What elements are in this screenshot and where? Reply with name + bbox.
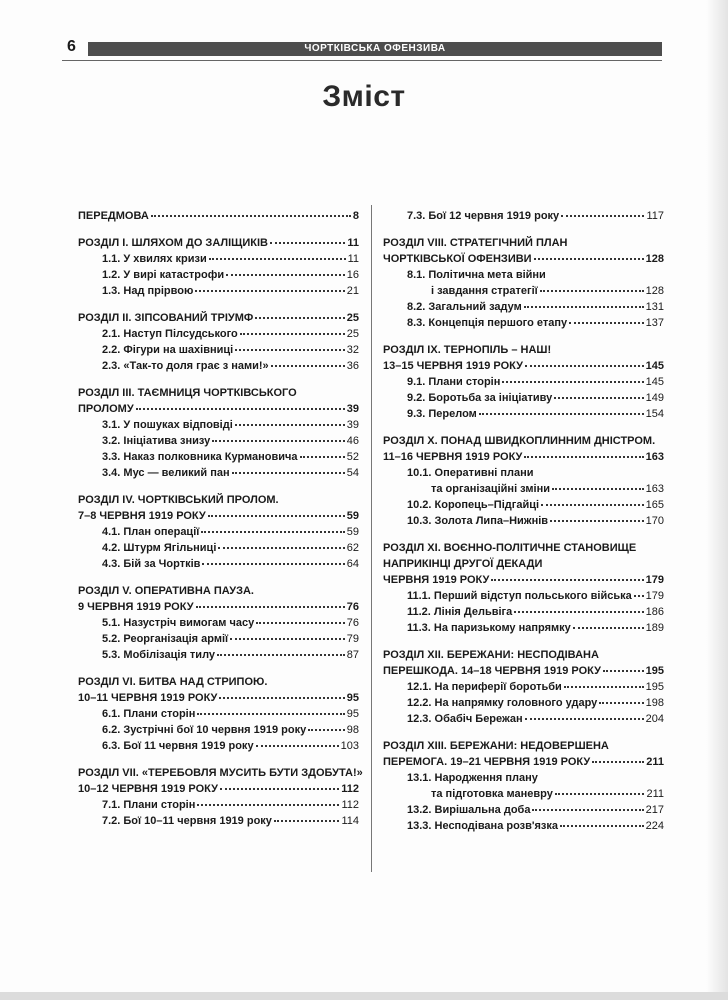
toc-subsection-heading[interactable] <box>383 267 664 283</box>
toc-entry-title: 7.2. Бої 10–11 червня 1919 року <box>102 815 272 827</box>
toc-entry-title: РОЗДІЛ IV. ЧОРТКІВСЬКИЙ ПРОЛОМ. <box>78 494 279 506</box>
toc-entry-title: 4.1. План операції <box>102 526 200 538</box>
dot-leader <box>226 273 345 276</box>
toc-entry-title: РОЗДІЛ XI. ВОЄННО-ПОЛІТИЧНЕ СТАНОВИЩЕ <box>383 542 637 554</box>
toc-page-number: 76 <box>346 601 359 613</box>
toc-entry-title: РОЗДІЛ VII. «ТЕРЕБОВЛЯ МУСИТЬ БУТИ ЗДОБУТА!» <box>78 767 363 779</box>
toc-subsection-entry[interactable] <box>78 797 359 813</box>
toc-page-number: 11 <box>347 253 359 265</box>
dot-leader <box>202 562 344 565</box>
toc-entry-title: 7.3. Бої 12 червня 1919 року <box>407 210 560 222</box>
toc-page-number: 145 <box>645 360 664 372</box>
toc-entry-title: 11.2. Лінія Дельвіга <box>407 606 513 618</box>
page-number: 6 <box>67 38 76 55</box>
toc-entry-title: НАПРИКІНЦІ ДРУГОЇ ДЕКАДИ <box>383 558 543 570</box>
toc-page-number: 117 <box>646 210 664 222</box>
page-edge-shadow <box>706 0 728 1000</box>
toc-subsection-entry[interactable] <box>78 326 359 342</box>
toc-section <box>383 738 664 834</box>
toc-subsection-entry[interactable] <box>383 786 664 802</box>
toc-entry-title: 9.2. Боротьба за ініціативу <box>407 392 553 404</box>
toc-subsection-entry[interactable] <box>383 604 664 620</box>
toc-entry-title: РОЗДІЛ X. ПОНАД ШВИДКОПЛИННИМ ДНІСТРОМ. <box>383 435 656 447</box>
toc-entry-title: 13.1. Народження плану <box>407 772 538 784</box>
dot-leader <box>218 546 344 549</box>
toc-entry-title: 10–11 ЧЕРВНЯ 1919 РОКУ <box>78 692 218 704</box>
toc-chapter-entry[interactable] <box>78 599 359 615</box>
toc-page-number: 59 <box>346 510 359 522</box>
dot-leader <box>235 348 345 351</box>
toc-page-number: 163 <box>645 483 664 495</box>
toc-subsection-entry[interactable] <box>383 299 664 315</box>
toc-subsection-entry[interactable] <box>383 679 664 695</box>
toc-entry-title: 3.2. Ініціатива знизу <box>102 435 211 447</box>
toc-entry-title: ЧЕРВНЯ 1919 РОКУ <box>383 574 490 586</box>
toc-page-number: 165 <box>645 499 664 511</box>
toc-section <box>383 647 664 727</box>
toc-entry-title: РОЗДІЛ IX. ТЕРНОПІЛЬ – НАШ! <box>383 344 552 356</box>
dot-leader <box>230 637 345 640</box>
toc-page-number: 95 <box>346 708 359 720</box>
toc-page-number: 163 <box>645 451 664 463</box>
toc-page-number: 79 <box>346 633 359 645</box>
toc-subsection-entry[interactable] <box>78 433 359 449</box>
toc-entry-title: РОЗДІЛ ІІІ. ТАЄМНИЦЯ ЧОРТКІВСЬКОГО <box>78 387 297 399</box>
toc-page-number: 195 <box>645 681 664 693</box>
toc-chapter-heading[interactable] <box>78 492 359 508</box>
toc-column-right <box>383 208 664 845</box>
toc-entry-title: 12.3. Обабіч Бережан <box>407 713 523 725</box>
toc-entry-title: 2.2. Фігури на шахівниці <box>102 344 234 356</box>
toc-entry-title: 9.1. Плани сторін <box>407 376 501 388</box>
dot-leader <box>271 364 345 367</box>
toc-chapter-heading[interactable] <box>383 738 664 754</box>
dot-leader <box>270 241 345 244</box>
running-title-bar <box>88 42 662 56</box>
toc-entry-title: РОЗДІЛ XII. БЕРЕЖАНИ: НЕСПОДІВАНА <box>383 649 599 661</box>
toc-entry-title: 10–12 ЧЕРВНЯ 1919 РОКУ <box>78 783 219 795</box>
toc-page-number: 186 <box>645 606 664 618</box>
toc-section <box>78 208 359 224</box>
toc-page-number: 195 <box>645 665 664 677</box>
toc-chapter-heading[interactable] <box>383 342 664 358</box>
toc-page-number: 224 <box>645 820 664 832</box>
toc-subsection-entry[interactable] <box>383 818 664 834</box>
toc-entry-title: 7.1. Плани сторін <box>102 799 196 811</box>
toc-page-number: 170 <box>645 515 664 527</box>
dot-leader <box>212 439 345 442</box>
dot-leader <box>197 712 344 715</box>
toc-subsection-entry[interactable] <box>383 588 664 604</box>
running-title: ЧОРТКІВСЬКА ОФЕНЗИВА <box>304 43 446 54</box>
toc-page-number: 112 <box>341 783 359 795</box>
dot-leader <box>300 455 345 458</box>
toc-page-number: 217 <box>645 804 664 816</box>
toc-entry-title: 5.2. Реорганізація армії <box>102 633 229 645</box>
toc-page-number: 198 <box>645 697 664 709</box>
toc-page-number: 11 <box>347 237 359 249</box>
toc-entry-title: 8.2. Загальний задум <box>407 301 522 313</box>
toc-entry-title: РОЗДІЛ XIII. БЕРЕЖАНИ: НЕДОВЕРШЕНА <box>383 740 609 752</box>
toc-entry-title: 8.3. Концепція першого етапу <box>407 317 568 329</box>
toc-page-number: 62 <box>346 542 359 554</box>
toc-chapter-entry[interactable] <box>383 449 664 465</box>
toc-chapter-entry[interactable] <box>78 781 359 797</box>
toc-subsection-entry[interactable] <box>383 208 664 224</box>
toc-subsection-entry[interactable] <box>383 620 664 636</box>
toc-page-number: 36 <box>346 360 359 372</box>
toc-chapter-heading[interactable] <box>383 433 664 449</box>
toc-chapter-entry[interactable] <box>383 572 664 588</box>
toc-chapter-entry[interactable] <box>78 690 359 706</box>
toc-section <box>78 492 359 572</box>
toc-subsection-heading[interactable] <box>383 770 664 786</box>
toc-entry-title: 7–8 ЧЕРВНЯ 1919 РОКУ <box>78 510 206 522</box>
toc-subsection-entry[interactable] <box>78 738 359 754</box>
toc-entry-title: 3.1. У пошуках відповіді <box>102 419 233 431</box>
dot-leader <box>491 578 643 581</box>
toc-page-number: 204 <box>645 713 664 725</box>
toc-subsection-entry[interactable] <box>383 711 664 727</box>
toc-entry-title: 12.1. На периферії боротьби <box>407 681 562 693</box>
toc-page-number: 103 <box>340 740 359 752</box>
dot-leader <box>255 316 344 319</box>
toc-chapter-heading[interactable] <box>78 385 359 401</box>
toc-entry-title: ПЕРЕДМОВА <box>78 210 149 222</box>
dot-leader <box>235 423 345 426</box>
toc-entry-title: і завдання стратегії <box>431 285 538 297</box>
dot-leader <box>256 621 345 624</box>
toc-subsection-entry[interactable] <box>78 465 359 481</box>
toc-subsection-entry[interactable] <box>383 802 664 818</box>
dot-leader <box>573 626 644 629</box>
toc-subsection-entry[interactable] <box>383 481 664 497</box>
toc-subsection-entry[interactable] <box>78 706 359 722</box>
running-header <box>62 38 662 60</box>
toc-entry-title: 12.2. На напрямку головного удару <box>407 697 598 709</box>
toc-page-number: 25 <box>346 328 359 340</box>
dot-leader <box>603 669 644 672</box>
toc-page-number: 32 <box>346 344 359 356</box>
toc-page-number: 87 <box>346 649 359 661</box>
toc-page-number: 16 <box>346 269 359 281</box>
toc-entry-title: 10.2. Коропець–Підгайці <box>407 499 540 511</box>
toc-entry-title: РОЗДІЛ V. ОПЕРАТИВНА ПАУЗА. <box>78 585 254 597</box>
toc-page-number: 39 <box>346 419 359 431</box>
toc-section <box>78 235 359 299</box>
dot-leader <box>525 364 644 367</box>
toc-subsection-entry[interactable] <box>78 615 359 631</box>
dot-leader <box>634 594 644 597</box>
toc-entry-title: 1.1. У хвилях кризи <box>102 253 207 265</box>
toc-chapter-entry[interactable] <box>78 310 359 326</box>
toc-entry-title: 6.2. Зустрічні бої 10 червня 1919 року <box>102 724 307 736</box>
toc-subsection-entry[interactable] <box>78 358 359 374</box>
dot-leader <box>532 808 643 811</box>
dot-leader <box>554 396 643 399</box>
toc-entry-title: 8.1. Політична мета війни <box>407 269 546 281</box>
dot-leader <box>560 824 644 827</box>
toc-subsection-entry[interactable] <box>78 722 359 738</box>
toc-subsection-entry[interactable] <box>383 406 664 422</box>
toc-section <box>78 583 359 663</box>
dot-leader <box>196 605 345 608</box>
toc-section <box>78 385 359 481</box>
toc-entry-title: 13–15 ЧЕРВНЯ 1919 РОКУ <box>383 360 524 372</box>
toc-subsection-entry[interactable] <box>78 342 359 358</box>
toc-entry-title: 9.3. Перелом <box>407 408 477 420</box>
toc-page-number: 145 <box>645 376 664 388</box>
toc-entry-title: 9 ЧЕРВНЯ 1919 РОКУ <box>78 601 194 613</box>
toc-page-number: 128 <box>645 285 664 297</box>
toc-subsection-entry[interactable] <box>383 695 664 711</box>
toc-subsection-entry[interactable] <box>78 631 359 647</box>
dot-leader <box>564 685 644 688</box>
page-title: Зміст <box>322 80 406 113</box>
toc-entry-title: РОЗДІЛ ІІ. ЗІПСОВАНИЙ ТРІУМФ <box>78 312 254 324</box>
toc-subsection-entry[interactable] <box>383 315 664 331</box>
toc-subsection-entry[interactable] <box>78 524 359 540</box>
dot-leader <box>195 289 344 292</box>
toc-entry-title: 13.3. Несподівана розв'язка <box>407 820 559 832</box>
toc-chapter-entry[interactable] <box>383 754 664 770</box>
toc-entry-title: ПЕРЕШКОДА. 14–18 ЧЕРВНЯ 1919 РОКУ <box>383 665 601 677</box>
toc-page-number: 52 <box>346 451 359 463</box>
dot-leader <box>555 792 645 795</box>
toc-page-number: 179 <box>645 590 664 602</box>
toc-section <box>78 765 363 829</box>
toc-chapter-entry[interactable] <box>78 235 359 251</box>
dot-leader <box>569 321 644 324</box>
dot-leader <box>592 760 644 763</box>
toc-subsection-entry[interactable] <box>383 497 664 513</box>
column-divider <box>371 205 372 872</box>
toc-subsection-entry[interactable] <box>78 267 359 283</box>
toc-subsection-entry[interactable] <box>383 374 664 390</box>
toc-page-number: 211 <box>646 788 664 800</box>
toc-entry-title: 5.3. Мобілізація тилу <box>102 649 216 661</box>
toc-subsection-entry[interactable] <box>78 449 359 465</box>
toc-subsection-entry[interactable] <box>78 251 359 267</box>
toc-page-number: 54 <box>346 467 359 479</box>
dot-leader <box>256 744 339 747</box>
toc-entry-title: 2.3. «Так-то доля грає з нами!» <box>102 360 269 372</box>
toc-page-number: 8 <box>352 210 359 222</box>
toc-page-number: 211 <box>646 756 664 768</box>
toc-entry-title: 3.3. Наказ полковника Курмановича <box>102 451 298 463</box>
toc-page-number: 189 <box>645 622 664 634</box>
dot-leader <box>219 696 344 699</box>
toc-section <box>78 674 359 754</box>
toc-entry-title: та підготовка маневру <box>431 788 553 800</box>
dot-leader <box>201 530 344 533</box>
toc-chapter-heading[interactable] <box>78 674 359 690</box>
toc-page-number: 39 <box>346 403 359 415</box>
toc-page-number: 59 <box>346 526 359 538</box>
dot-leader <box>151 214 351 217</box>
dot-leader <box>550 519 644 522</box>
toc-entry-title: РОЗДІЛ VIII. СТРАТЕГІЧНИЙ ПЛАН <box>383 237 568 249</box>
toc-entry-title: 11.3. На паризькому напрямку <box>407 622 571 634</box>
toc-page-number: 95 <box>346 692 359 704</box>
toc-page-number: 46 <box>346 435 359 447</box>
toc-page-number: 179 <box>645 574 664 586</box>
toc-section <box>383 235 664 331</box>
dot-leader <box>552 487 644 490</box>
toc-entry-title: 11–16 ЧЕРВНЯ 1919 РОКУ <box>383 451 523 463</box>
dot-leader <box>514 610 643 613</box>
dot-leader <box>534 257 644 260</box>
toc-chapter-heading[interactable] <box>383 235 664 251</box>
toc-entry-title: 5.1. Назустріч вимогам часу <box>102 617 255 629</box>
toc-page-number: 131 <box>645 301 664 313</box>
toc-chapter-heading[interactable] <box>78 583 359 599</box>
scan-bottom-edge <box>0 992 728 1000</box>
toc-entry-title: ЧОРТКІВСЬКОЇ ОФЕНЗИВИ <box>383 253 532 265</box>
toc-section <box>383 208 664 224</box>
toc-chapter-heading[interactable] <box>383 647 664 663</box>
toc-chapter-entry[interactable] <box>383 663 664 679</box>
toc-entry-title: 4.3. Бій за Чортків <box>102 558 201 570</box>
toc-page-number: 21 <box>346 285 359 297</box>
toc-page-number: 154 <box>645 408 664 420</box>
toc-page-number: 137 <box>645 317 664 329</box>
toc-entry-title: РОЗДІЛ VI. БИТВА НАД СТРИПОЮ. <box>78 676 268 688</box>
dot-leader <box>197 803 339 806</box>
dot-leader <box>561 214 644 217</box>
toc-entry-title: 6.1. Плани сторін <box>102 708 196 720</box>
toc-entry-title: РОЗДІЛ І. ШЛЯХОМ ДО ЗАЛІЩИКІВ <box>78 237 269 249</box>
toc-page-number: 64 <box>346 558 359 570</box>
toc-subsection-heading[interactable] <box>383 465 664 481</box>
toc-entry-title: 13.2. Вирішальна доба <box>407 804 531 816</box>
toc-entry-title: 10.3. Золота Липа–Нижнів <box>407 515 549 527</box>
toc-subsection-entry[interactable] <box>78 647 359 663</box>
dot-leader <box>232 471 345 474</box>
dot-leader <box>217 653 345 656</box>
toc-entry-title: ПЕРЕМОГА. 19–21 ЧЕРВНЯ 1919 РОКУ <box>383 756 591 768</box>
dot-leader <box>524 455 643 458</box>
toc-page-number: 25 <box>346 312 359 324</box>
toc-section <box>78 310 359 374</box>
toc-entry-title: 11.1. Перший відступ польського війська <box>407 590 632 602</box>
toc-page-number: 114 <box>341 815 359 827</box>
toc-chapter-heading[interactable] <box>78 765 363 781</box>
dot-leader <box>525 717 644 720</box>
toc-section <box>383 433 664 529</box>
toc-subsection-entry[interactable] <box>383 283 664 299</box>
dot-leader <box>541 503 644 506</box>
header-rule <box>62 60 662 61</box>
toc-entry-title: 2.1. Наступ Пілсудського <box>102 328 238 340</box>
dot-leader <box>524 305 644 308</box>
toc-chapter-heading[interactable] <box>383 556 664 572</box>
dot-leader <box>479 412 644 415</box>
toc-subsection-entry[interactable] <box>78 417 359 433</box>
toc-column-left <box>78 208 363 840</box>
toc-chapter-entry[interactable] <box>383 358 664 374</box>
toc-page-number: 98 <box>346 724 359 736</box>
toc-subsection-entry[interactable] <box>383 513 664 529</box>
toc-entry-title: та організаційні зміни <box>431 483 550 495</box>
toc-section <box>383 540 664 636</box>
dot-leader <box>240 332 345 335</box>
toc-page-number: 128 <box>645 253 664 265</box>
toc-subsection-entry[interactable] <box>78 813 359 829</box>
toc-chapter-entry[interactable] <box>78 208 359 224</box>
dot-leader <box>308 728 345 731</box>
dot-leader <box>220 787 339 790</box>
dot-leader <box>502 380 643 383</box>
toc-section <box>383 342 664 422</box>
toc-entry-title: ПРОЛОМУ <box>78 403 134 415</box>
toc-entry-title: 1.2. У вирі катастрофи <box>102 269 225 281</box>
toc-chapter-entry[interactable] <box>78 508 359 524</box>
toc-entry-title: 6.3. Бої 11 червня 1919 року <box>102 740 254 752</box>
toc-entry-title: 3.4. Мус — великий пан <box>102 467 230 479</box>
dot-leader <box>274 819 340 822</box>
toc-entry-title: 10.1. Оперативні плани <box>407 467 534 479</box>
dot-leader <box>208 514 345 517</box>
dot-leader <box>599 701 643 704</box>
toc-subsection-entry[interactable] <box>78 556 359 572</box>
toc-chapter-entry[interactable] <box>78 401 359 417</box>
dot-leader <box>540 289 644 292</box>
dot-leader <box>209 257 346 260</box>
dot-leader <box>136 407 345 410</box>
toc-subsection-entry[interactable] <box>383 390 664 406</box>
toc-page-number: 112 <box>341 799 359 811</box>
toc-subsection-entry[interactable] <box>78 540 359 556</box>
toc-page-number: 149 <box>645 392 664 404</box>
toc-page-number: 76 <box>346 617 359 629</box>
toc-chapter-entry[interactable] <box>383 251 664 267</box>
toc-entry-title: 1.3. Над прірвою <box>102 285 194 297</box>
toc-chapter-heading[interactable] <box>383 540 664 556</box>
toc-entry-title: 4.2. Штурм Ягільниці <box>102 542 217 554</box>
toc-subsection-entry[interactable] <box>78 283 359 299</box>
